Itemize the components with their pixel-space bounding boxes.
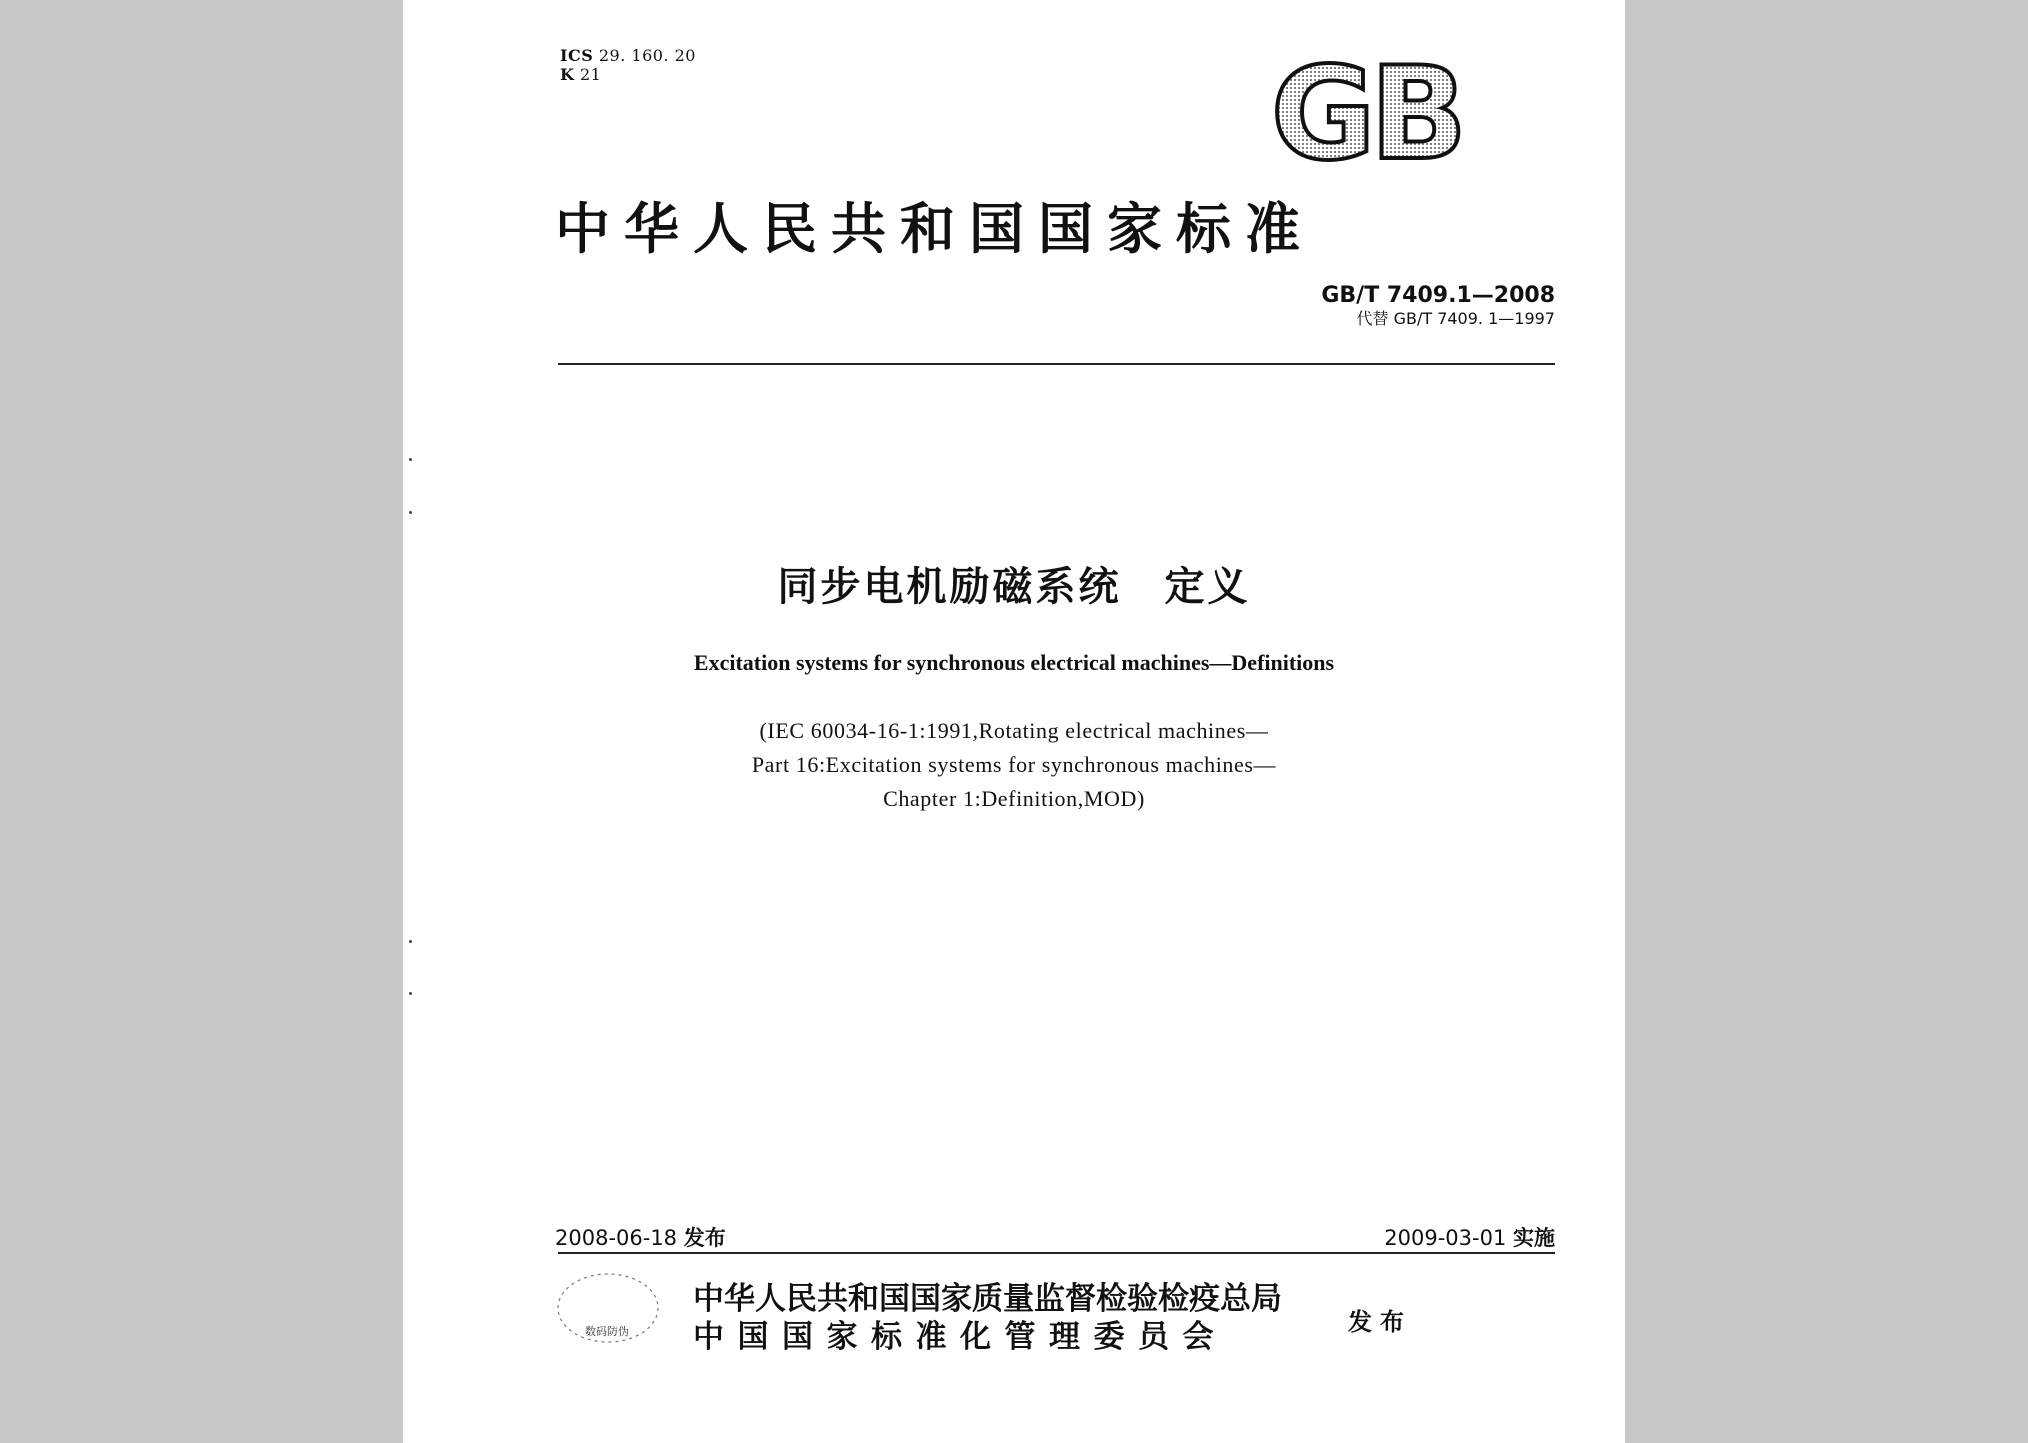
issue-date-block (555, 1222, 726, 1252)
iec-reference (403, 714, 1625, 816)
ics-label: ICS (560, 46, 594, 65)
iec-reference-line: Chapter 1:Definition,MOD) (883, 786, 1145, 811)
gb-logo (1241, 58, 1491, 168)
standard-number-block (1321, 283, 1555, 329)
k-label: K (560, 65, 575, 84)
scan-speck (409, 940, 412, 943)
iec-reference-line: (IEC 60034-16-1:1991,Rotating electrical machines— (759, 718, 1269, 743)
issuing-authorities (693, 1280, 1282, 1356)
document-page (403, 0, 1625, 1443)
issue-date: 2008-06-18 (555, 1226, 678, 1250)
k-code: 21 (580, 65, 602, 84)
effective-date-block (1384, 1222, 1555, 1252)
stamp-text: 数码防伪 (585, 1325, 629, 1338)
footer-divider (558, 1252, 1555, 1254)
scan-speck (409, 992, 412, 995)
iec-reference-line: Part 16:Excitation systems for synchronous machines— (751, 752, 1277, 777)
replaces-standard: 代替 GB/T 7409. 1—1997 (1356, 309, 1555, 328)
issue-word: 发布 (683, 1226, 726, 1250)
publish-word: 发布 (1348, 1308, 1412, 1336)
chinese-title: 同步电机励磁系统 定义 (777, 564, 1251, 610)
english-title: Excitation systems for synchronous electrical machines—Definitions (693, 650, 1335, 675)
header-divider (558, 363, 1555, 365)
effective-word: 实施 (1513, 1226, 1555, 1250)
issuer-line: 中华人民共和国国家质量监督检验检疫总局 (693, 1281, 1282, 1317)
classification-codes (560, 46, 696, 84)
issuer-line: 中国国家标准化管理委员会 (693, 1319, 1227, 1355)
scan-speck (409, 511, 412, 514)
ics-code: 29. 160. 20 (598, 46, 696, 65)
standard-number: GB/T 7409.1—2008 (1321, 283, 1555, 308)
effective-date: 2009-03-01 (1384, 1226, 1507, 1250)
scan-speck (409, 458, 412, 461)
national-standard-title: 中华人民共和国国家标准 (555, 197, 1315, 261)
gb-logo-text: GB (1270, 58, 1462, 168)
